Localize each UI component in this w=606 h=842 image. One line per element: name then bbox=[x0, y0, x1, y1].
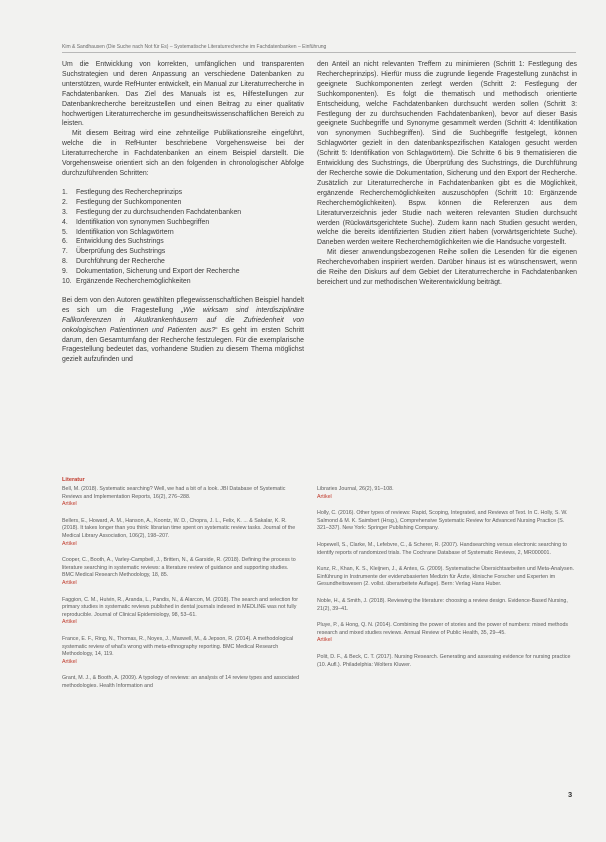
reference-link[interactable]: Artikel bbox=[62, 501, 77, 508]
step-text: Identifikation von synonymen Suchbegriffen bbox=[76, 218, 210, 226]
reference-text: Hopewell, S., Clarke, M., Lefebvre, C., & Scherer, R. (2007). Handsearching versus electronic searching to identify reports of randomized trials. The Cochrane Database of Systematic Reviews, 2, MR000001. bbox=[317, 541, 567, 556]
step-item bbox=[62, 247, 304, 257]
step-text: Entwicklung des Suchstrings bbox=[76, 238, 164, 246]
step-item bbox=[62, 218, 304, 228]
reference-item bbox=[317, 510, 575, 533]
step-number: 8. bbox=[62, 258, 68, 266]
reference-link[interactable]: Artikel bbox=[62, 540, 77, 547]
example-text-end: “ Es geht im ersten Schritt darum, den Gesamtumfang der Recherche festzulegen. Für die exemplarische Fragestellung bedeutet das, vorhandene Studien zu diesem Thema möglichst gezielt aufzufinden und bbox=[62, 326, 304, 364]
step-number: 4. bbox=[62, 218, 68, 226]
reference-text: Polit, D. F., & Beck, C. T. (2017). Nursing Research. Generating and assessing evidence for nursing practice (10. Aufl.). Philadelphia: Wolters Kluwer. bbox=[317, 653, 571, 668]
step-text: Festlegung der zu durchsuchenden Fachdatenbanken bbox=[76, 208, 242, 216]
step-number: 3. bbox=[62, 208, 68, 216]
reference-item bbox=[62, 636, 300, 666]
reference-text: Pluye, P., & Hong, Q. N. (2014). Combining the power of stories and the power of numbers: mixed methods research and mixed studies reviews. Annual Review of Public Health, 35, 29–45. bbox=[317, 622, 569, 636]
step-item bbox=[62, 198, 304, 208]
step-item bbox=[62, 188, 304, 198]
step-item bbox=[62, 208, 304, 218]
reference-text: Grant, M. J., & Booth, A. (2009). A typology of reviews: an analysis of 14 review types and associated methodologies. Health Information and bbox=[62, 675, 300, 689]
step-item bbox=[62, 267, 304, 277]
reference-text: Holly, C. (2016). Other types of reviews: Rapid, Scoping, Integrated, and Reviews of Text. In C. Holly, S. W. Salmond & M. K. Saimbert (Hrsg.), Comprehensive Systematic Review for Advanced Nursing Practice (S. 321–337). New York: Springer Publishing Company. bbox=[317, 510, 568, 532]
references-right bbox=[317, 486, 575, 678]
step-number: 7. bbox=[62, 248, 68, 256]
steps-list bbox=[62, 188, 304, 287]
body-paragraph-2: Mit dieser anwendungsbezogenen Reihe sollen die Lesenden für die eigenen Recherchevorhaben inspiriert werden. Darüber hinaus ist es wünschenswert, wenn die Reihe den Diskurs auf dem Gebiet der Literaturrecherche in Fachdatenbanken bereichert und zur methodischen Weiterentwicklung beiträgt. bbox=[317, 249, 577, 286]
step-item bbox=[62, 237, 304, 247]
step-item bbox=[62, 277, 304, 287]
reference-link[interactable]: Artikel bbox=[317, 637, 332, 644]
reference-item bbox=[317, 598, 575, 613]
step-text: Festlegung des Rechercheprinzips bbox=[76, 188, 183, 196]
reference-text: Faggion, C. M., Huivin, R., Aranda, L., Pandis, N., & Alarcon, M. (2018). The search and selection for primary studies in systematic reviews published in dental journals indexed in MEDLINE was not fully reproducible. Journal of Clinical Epidemiology, 98, 53–61. bbox=[62, 596, 299, 618]
step-text: Identifikation von Schlagwörtern bbox=[76, 228, 174, 236]
reference-item bbox=[317, 566, 575, 589]
reference-text: Noble, H., & Smith, J. (2018). Reviewing the literature: choosing a review design. Evidence-Based Nursing, 21(2), 39–41. bbox=[317, 597, 568, 612]
research-question: Wie wirksam sind interdisziplinäre Fallkonferenzen in Akutkrankenhäusern auf die Zufriedenheit von onkologischen Patientinnen und Patienten aus? bbox=[62, 306, 304, 334]
reference-item bbox=[62, 597, 300, 627]
reference-item bbox=[62, 518, 300, 548]
reference-item bbox=[62, 675, 300, 690]
reference-text: Bellers, E., Howard, A. M., Hanson, A., Koontz, W. D., Chopra, J. L., Felix, K. ... & Sakalar, K. R. (2018). It takes longer than you think: librarian time spent on systematic review tasks. Journal of the Medical Library Association, 106(2), 198–207. bbox=[62, 517, 296, 539]
references-left bbox=[62, 486, 300, 699]
page-number: 3 bbox=[568, 790, 573, 799]
reference-item bbox=[317, 654, 575, 669]
reference-item bbox=[317, 542, 575, 557]
intro-paragraph-1: Um die Entwicklung von korrekten, umfänglichen und transparenten Suchstrategien und deren Anpassung an verschiedene Datenbanken zu unterstützen, wurde RefHunter entwickelt, ein Manual zur Literaturrecherche in Fachdatenbanken. Das Ziel des Manuals ist es, Hilfestellungen zur Datenbankrecherche bereitzustellen und einen Beitrag zu einer qualitativ hochwertigen Literaturrecherche im gesundheitswissenschaftlichen Bereich zu leisten. bbox=[62, 61, 304, 128]
reference-text: Bell, M. (2018). Systematic searching? Well, we had a bit of a look. JBI Database of Systematic Reviews and Implementation Reports, 16(2), 276–288. bbox=[62, 486, 286, 500]
references-heading: Literatur bbox=[62, 477, 85, 483]
step-item bbox=[62, 257, 304, 267]
step-number: 6. bbox=[62, 238, 68, 246]
step-text: Überprüfung des Suchstrings bbox=[76, 248, 166, 256]
header-rule bbox=[62, 52, 576, 53]
reference-link[interactable]: Artikel bbox=[317, 493, 332, 500]
step-text: Dokumentation, Sicherung und Export der Recherche bbox=[76, 268, 240, 276]
reference-item bbox=[62, 486, 300, 509]
example-text-start: Bei dem von den Autoren gewählten pflegewissenschaftlichen Beispiel handelt es sich um die Fragestellung „ bbox=[62, 296, 304, 314]
step-text: Durchführung der Recherche bbox=[76, 258, 165, 266]
reference-item bbox=[317, 486, 575, 501]
body-paragraph-1: den Anteil an nicht relevanten Treffern zu minimieren (Schritt 1: Festlegung des Rechercheprinzips). Hierfür muss die zugrunde liegende Fragestellung zunächst in geeignete Suchkomponenten zerlegt werden (Schritt 2: Festlegung der Suchkomponenten). Es folgt die thematisch und methodisch orientierte Entscheidung, welche Fachdatenbanken durchsucht werden sollen (Schritt 3: Festlegung der zu durchsuchenden Fachdatenbanken), bevor auf dieser Basis geeignete Suchbegriffe und Synonyme gesammelt werden (Schritt 4: Identifikation von synonymen Suchbegriffen). Sind die Suchbegriffe festgelegt, können Schlagwörter gezielt in den datenbankspezifischen Katalogen gesucht werden (Schritt 5: Identifikation von Schlagwörtern). Die Schritte 6 bis 9 thematisieren die Entwicklung des Suchstrings, die Überprüfung des Suchstrings, die Durchführung der Recherche sowie die Dokumentation, Sicherung und den Export der Recherche. Zusätzlich zur Literaturrecherche in Fachdatenbanken gibt es die Möglichkeit, ergänzende Recherchemöglichkeiten auszuschöpfen (Schritt 10: Ergänzende Recherchemöglichkeiten). Bspw. können die Referenzen aus dem Literaturverzeichnis jeder Studie nach weiteren relevanten Studien durchsucht werden (Rückwärtsgerichtete Suche). Zudem kann nach Studien gesucht werden, welche die bereits identifizierten Studien zitiert haben (vorwärtsgerichtete Suche). Daneben werden weitere Recherchemöglichkeiten wie die Handsuche vorgestellt. bbox=[317, 61, 577, 247]
intro-paragraph-2: Mit diesem Beitrag wird eine zehnteilige Publikationsreihe eingeführt, welche die in RefHunter beschriebene Vorgehensweise bei der Literaturrecherche in Fachdatenbanken an einem Beispiel darstellt. Die Vorgehensweise orientiert sich an den folgenden in chronologischer Abfolge durchzuführenden Schritten: bbox=[62, 130, 304, 177]
step-number: 5. bbox=[62, 228, 68, 236]
step-number: 10. bbox=[62, 278, 72, 286]
step-text: Ergänzende Recherchemöglichkeiten bbox=[76, 278, 191, 286]
step-number: 9. bbox=[62, 268, 68, 276]
reference-item bbox=[62, 557, 300, 587]
example-paragraph bbox=[62, 296, 304, 365]
reference-text: Kunz, R., Khan, K. S., Kleijnen, J., & Antes, G. (2009). Systematische Übersichtsarbeiten und Meta-Analysen. Einführung in Instrumente der evidenzbasierten Medizin für Ärzte, klinische Forscher und Experten im Gesundheitswesen (2. vollst. überarbeitete Auflage). Bern: Verlag Hans Huber. bbox=[317, 566, 575, 588]
reference-link[interactable]: Artikel bbox=[62, 579, 77, 586]
reference-text: Libraries Journal, 26(2), 91–108. bbox=[317, 486, 394, 492]
step-number: 2. bbox=[62, 198, 68, 206]
step-number: 1. bbox=[62, 188, 68, 196]
step-item bbox=[62, 228, 304, 238]
left-column bbox=[62, 60, 304, 365]
reference-link[interactable]: Artikel bbox=[62, 658, 77, 665]
right-column bbox=[317, 60, 577, 288]
reference-item bbox=[317, 622, 575, 645]
reference-text: France, E. F., Ring, N., Thomas, R., Noyes, J., Maxwell, M., & Jepson, R. (2014). A methodological systematic review of what's wrong with meta-ethnography reporting. BMC Medical Research Methodology, 14, 119. bbox=[62, 635, 294, 658]
reference-text: Cooper, C., Booth, A., Varley-Campbell, J., Britten, N., & Garside, R. (2018). Defining the process to literature searching in systematic reviews: a literature review of guidance and supporting studies. BMC Medical Research Methodology, 18, 85. bbox=[62, 557, 296, 579]
reference-link[interactable]: Artikel bbox=[62, 619, 77, 626]
running-header: Kim & Sandhausen (Die Suche nach Not für Es) – Systematische Literaturrecherche im Fachdatenbanken – Einführung bbox=[62, 44, 327, 50]
step-text: Festlegung der Suchkomponenten bbox=[76, 198, 182, 206]
